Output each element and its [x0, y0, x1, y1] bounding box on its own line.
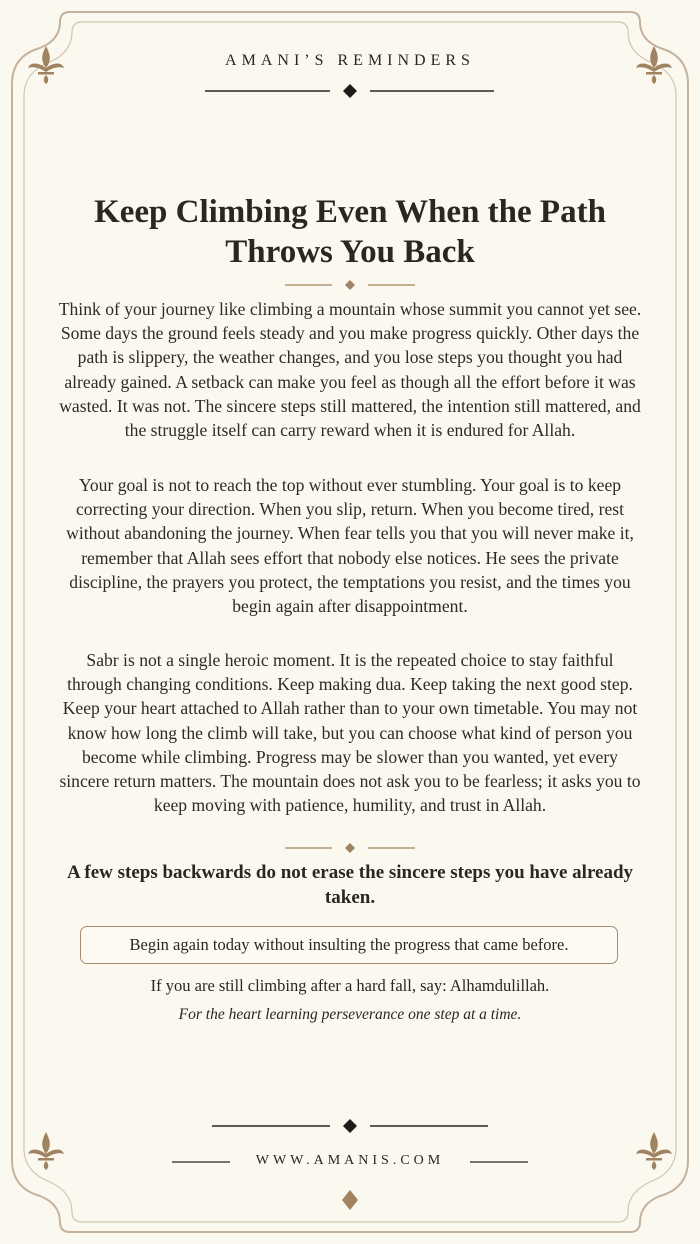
footer-divider: [212, 1119, 488, 1133]
body-paragraph: Think of your journey like climbing a mountain whose summit you cannot yet see. Some days the ground feels steady and you make progress quickly. Other days the path is slippery, the weather changes, and you lose steps you thought you had already gained. A setback can make you feel as though all the effort before it was wasted. It was not. The sincere steps still mattered, the intention still mattered, and the struggle itself can carry reward when it is endured for Allah.: [58, 299, 642, 441]
closing-line: If you are still climbing after a hard fall, say: Alhamdulillah.: [150, 976, 550, 995]
header-divider: [205, 84, 494, 98]
page-title: Keep Climbing Even When the Path Throws You Back: [94, 194, 606, 270]
diamond-divider-icon: [343, 84, 357, 98]
body-paragraph: Your goal is not to reach the top without ever stumbling. Your goal is to keep correcting your direction. When you slip, return. When you become tired, rest without abandoning the journey. When fear tells you that you will never make it, remember that Allah sees effort that nobody else notices. He sees the private discipline, the prayers you protect, the temptations you resist, and the times you begin again after disappointment.: [66, 475, 634, 617]
diamond-divider-icon: [343, 1119, 357, 1133]
body-paragraph: Sabr is not a single heroic moment. It is the repeated choice to stay faithful through changing conditions. Keep making dua. Keep taking the next good step. Keep your heart attached to Allah rather than to your own timetable. You may not know how long the climb will take, but you can choose what kind of person you become while climbing. Progress may be slower than you wanted, yet every sincere return matters. The mountain does not ask you to be fearless; it asks you to keep moving with patience, humility, and trust in Allah.: [59, 650, 641, 816]
brand-header: AMANI’S REMINDERS: [225, 52, 475, 69]
dedication-line: For the heart learning perseverance one step at a time.: [178, 1006, 522, 1023]
body-divider: [285, 843, 415, 853]
footer-url: WWW.AMANIS.COM: [255, 1153, 445, 1168]
cta-text: Begin again today without insulting the progress that came before.: [129, 935, 569, 954]
diamond-divider-icon: [345, 843, 355, 853]
diamond-ornament-icon: [342, 1190, 358, 1210]
title-divider: [285, 280, 415, 290]
highlight-quote: A few steps backwards do not erase the sincere steps you have already taken.: [66, 862, 634, 908]
diamond-divider-icon: [345, 280, 355, 290]
cta-box: [80, 926, 618, 964]
